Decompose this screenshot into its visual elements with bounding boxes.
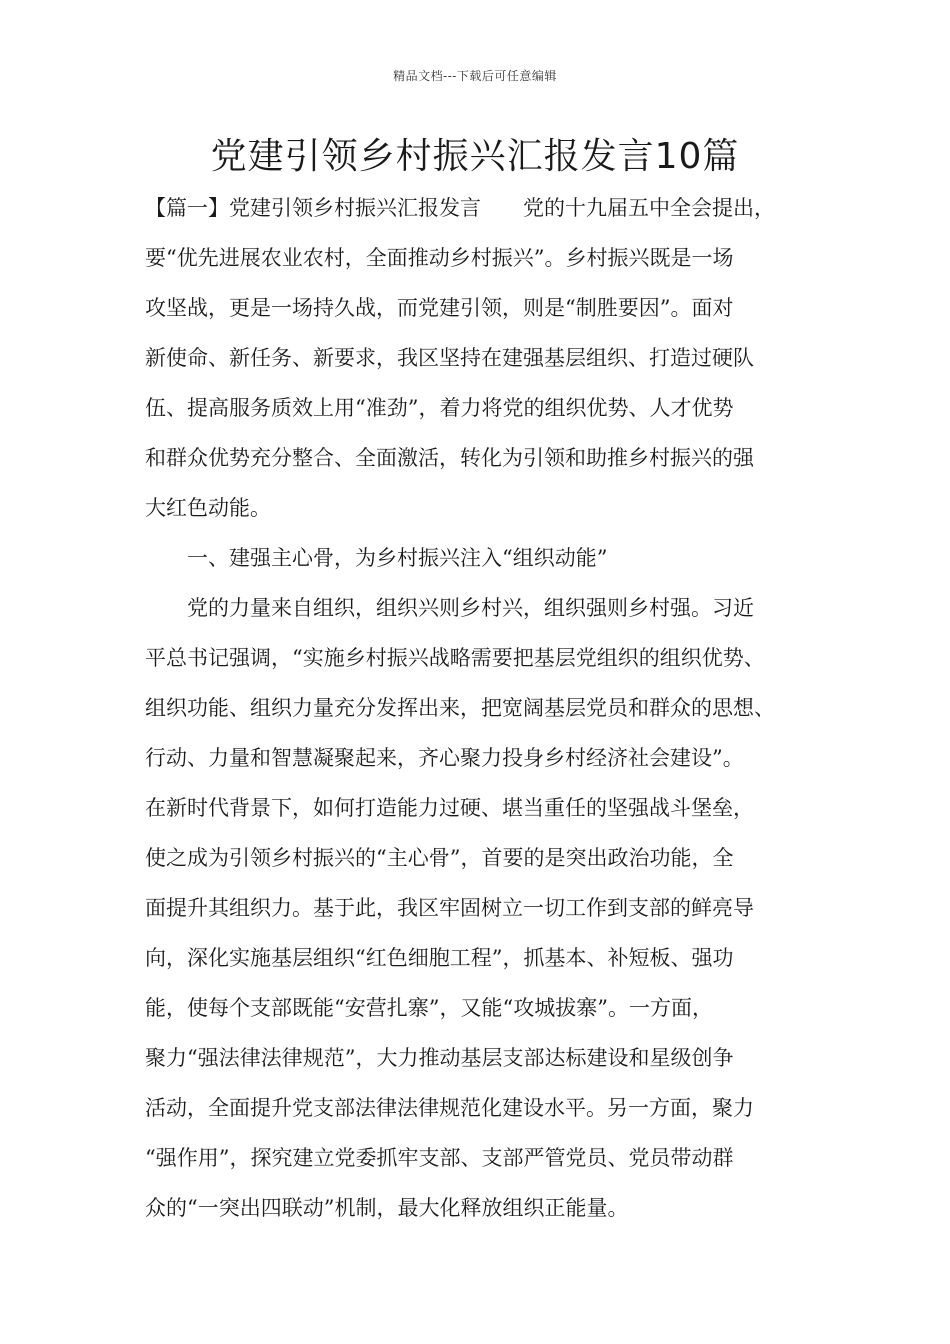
text-line: “强作用”，探究建立党委抓牢支部、支部严管党员、党员带动群 xyxy=(145,1146,734,1170)
text-line: 在新时代背景下，如何打造能力过硬、堪当重任的坚强战斗堡垒， xyxy=(145,796,754,820)
text-line: 向，深化实施基层组织“红色细胞工程”，抓基本、补短板、强功 xyxy=(145,946,734,970)
text-line: 组织功能、组织力量充分发挥出来，把宽阔基层党员和群众的思想、 xyxy=(145,696,775,720)
header-note: 精品文档---下载后可任意编辑 xyxy=(393,69,557,83)
text-line: 行动、力量和智慧凝聚起来，齐心聚力投身乡村经济社会建设”。 xyxy=(145,746,744,770)
text-line: 新使命、新任务、新要求，我区坚持在建强基层组织、打造过硬队 xyxy=(145,346,754,370)
text-line: 伍、提高服务质效上用“准劲”，着力将党的组织优势、人才优势 xyxy=(145,396,734,420)
text-line: 众的“一突出四联动”机制，最大化释放组织正能量。 xyxy=(145,1196,629,1220)
text-line: 能，使每个支部既能“安营扎寨”，又能“攻城拔寨”。一方面， xyxy=(145,996,713,1020)
text-line: 党的力量来自组织，组织兴则乡村兴，组织强则乡村强。习近 xyxy=(145,596,754,620)
body-lines xyxy=(145,183,825,1233)
text-line: 【篇一】党建引领乡村振兴汇报发言 党的十九届五中全会提出， xyxy=(145,196,775,220)
document-body xyxy=(145,183,825,1233)
text-line: 聚力“强法律法律规范”，大力推动基层支部达标建设和星级创争 xyxy=(145,1046,734,1070)
text-line: 攻坚战，更是一场持久战，而党建引领，则是“制胜要因”。面对 xyxy=(145,296,734,320)
document-title: 党建引领乡村振兴汇报发言10篇 xyxy=(210,136,740,177)
text-line: 平总书记强调，“实施乡村振兴战略需要把基层党组织的组织优势、 xyxy=(145,646,765,670)
text-line: 和群众优势充分整合、全面激活，转化为引领和助推乡村振兴的强 xyxy=(145,446,754,470)
text-line: 使之成为引领乡村振兴的“主心骨”，首要的是突出政治功能，全 xyxy=(145,846,734,870)
text-line: 面提升其组织力。基于此，我区牢固树立一切工作到支部的鲜亮导 xyxy=(145,896,754,920)
text-line: 大红色动能。 xyxy=(145,496,271,520)
section-heading: 一、建强主心骨，为乡村振兴注入“组织动能” xyxy=(145,546,608,570)
text-line: 活动，全面提升党支部法律法律规范化建设水平。另一方面，聚力 xyxy=(145,1096,754,1120)
text-line: 要“优先进展农业农村，全面推动乡村振兴”。乡村振兴既是一场 xyxy=(145,246,734,270)
